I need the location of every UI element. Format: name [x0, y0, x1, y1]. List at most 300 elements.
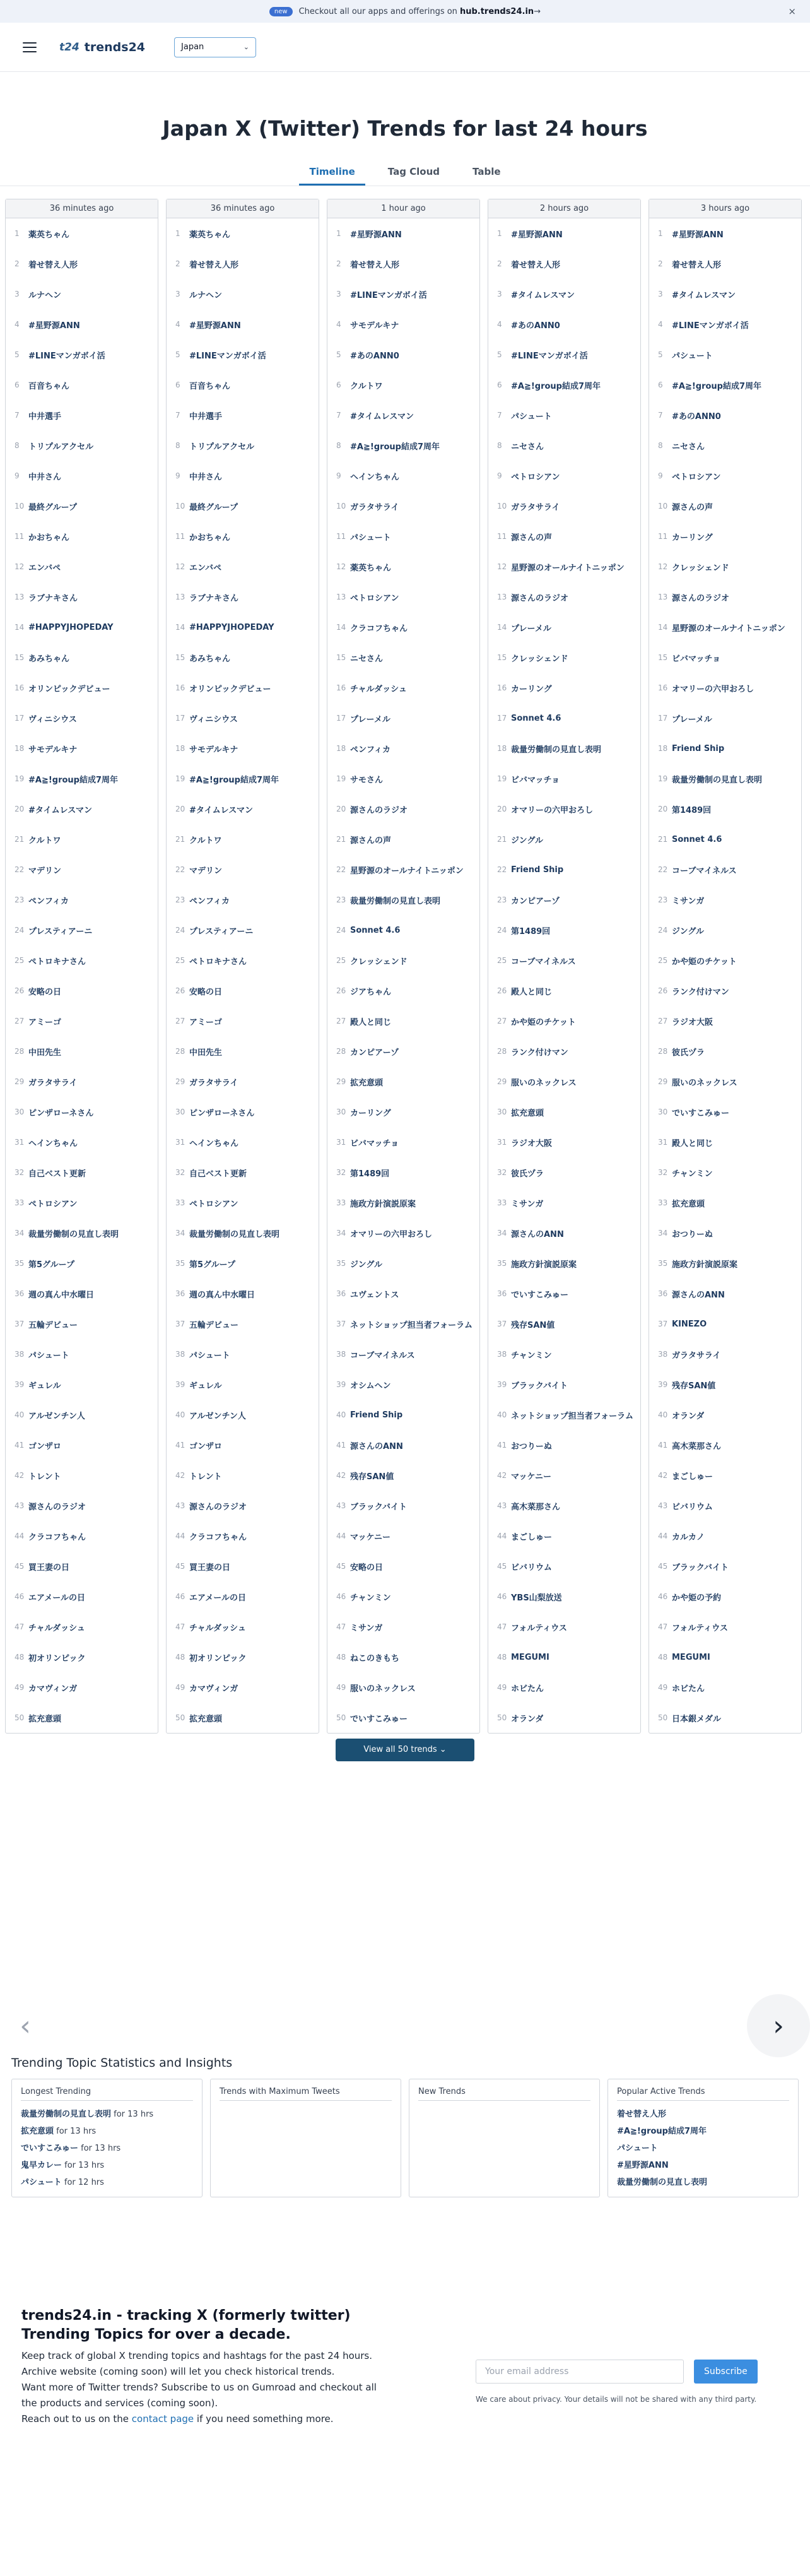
trend-rank: 31 [658, 1138, 668, 1147]
trend-link[interactable]: 初オリンピック [28, 1653, 86, 1663]
trend-link[interactable]: 服いのネックレス [511, 1078, 577, 1088]
trend-link[interactable]: #星野源ANN [189, 321, 241, 331]
trend-link[interactable]: オマリーの六甲おろし [350, 1229, 433, 1239]
trend-link[interactable]: ネットショップ担当者フォーラム [511, 1411, 633, 1421]
trend-link[interactable]: 星野源のオールナイトニッポン [350, 866, 464, 876]
trend-link[interactable]: ブラックバイト [511, 1381, 568, 1391]
trend-link[interactable]: でいすこみゅー [672, 1108, 730, 1118]
trend-link[interactable]: プレスティアーニ [189, 926, 254, 936]
trend-link[interactable]: ゴンザロ [189, 1441, 223, 1451]
trend-link[interactable]: #星野源ANN [350, 230, 402, 240]
trend-link[interactable]: ランク付けマン [511, 1048, 568, 1058]
subscribe-button[interactable]: Subscribe [694, 2360, 758, 2384]
trend-link[interactable]: Sonnet 4.6 [350, 925, 401, 935]
trend-link[interactable]: クルトワ [28, 836, 61, 846]
trend-link[interactable]: ガラタサライ [189, 1078, 238, 1088]
trend-link[interactable]: 安略の日 [189, 987, 223, 997]
trend-link[interactable]: 殿人と同じ [350, 1017, 392, 1027]
trend-link[interactable]: #あのANN0 [511, 321, 560, 331]
trend-link[interactable]: オランダ [511, 1714, 544, 1724]
trend-row [488, 1672, 640, 1703]
trend-link[interactable]: クラコフちゃん [350, 623, 408, 634]
trend-link[interactable]: YBS山梨放送 [511, 1593, 562, 1603]
trend-link[interactable]: #A≧!group結成7周年 [350, 442, 440, 452]
trend-link[interactable]: ラブナキさん [189, 593, 239, 603]
trend-link[interactable]: 残存SAN値 [672, 1381, 716, 1391]
trend-link[interactable]: ねこのきもち [350, 1653, 400, 1663]
trend-link[interactable]: ユヴェントス [350, 1290, 399, 1300]
trend-link[interactable]: ピンザローネさん [28, 1108, 94, 1118]
trend-link[interactable]: 源さんのラジオ [511, 593, 569, 603]
trend-row [649, 1491, 801, 1521]
trend-link[interactable]: アミーゴ [189, 1017, 223, 1027]
trend-link[interactable]: おつりーぬ [511, 1441, 552, 1451]
trend-link[interactable]: 自己ベスト更新 [28, 1169, 86, 1179]
trend-link[interactable]: 彼氏ヅラ [511, 1169, 544, 1179]
trend-link[interactable]: プレーメル [672, 714, 712, 724]
trend-link[interactable]: オマリーの六甲おろし [511, 805, 594, 815]
carousel-prev-icon[interactable]: ‹ [20, 2009, 31, 2042]
trend-link[interactable]: オリンピックデビュー [28, 684, 110, 694]
trend-link[interactable]: コーブマイネルス [511, 957, 576, 967]
trend-link[interactable]: まごしゅー [672, 1472, 713, 1482]
trend-row [649, 1672, 801, 1703]
trend-link[interactable]: クルトワ [189, 836, 222, 846]
trend-link[interactable]: 裁量労働制の見直し表明 [189, 1229, 280, 1239]
trend-link[interactable]: かおちゃん [28, 533, 70, 543]
site-header [0, 23, 810, 72]
trend-link[interactable]: アルゼンチン人 [189, 1411, 246, 1421]
trend-link[interactable]: ペンフィカ [189, 896, 230, 906]
trend-link[interactable]: クルトワ [350, 381, 383, 391]
trend-link[interactable]: 拡充意頭 [350, 1078, 384, 1088]
trend-link[interactable]: サモデルキナ [350, 321, 399, 331]
trend-link[interactable]: ペトロシアン [189, 1199, 238, 1209]
trend-link[interactable]: 第1489回 [511, 926, 551, 936]
trend-link[interactable]: ブラックバイト [672, 1563, 729, 1573]
view-all-button[interactable]: View all 50 trends ⌄ [336, 1739, 474, 1761]
trend-link[interactable]: クラコフちゃん [28, 1532, 86, 1542]
trend-link[interactable]: 第1489回 [350, 1169, 390, 1179]
trend-link[interactable]: ビバリウム [672, 1502, 713, 1512]
trend-link[interactable]: 着せ替え人形 [350, 260, 400, 270]
trend-link[interactable]: 拡充意頭 [28, 1714, 62, 1724]
trend-link[interactable]: あみちゃん [28, 654, 70, 664]
trend-link[interactable]: 源さんの声 [511, 533, 553, 543]
trend-link[interactable]: 施政方針演説原案 [350, 1199, 416, 1209]
trend-link[interactable]: トレント [28, 1472, 61, 1482]
trend-link[interactable]: オマリーの六甲おろし [672, 684, 754, 694]
trend-link[interactable]: #LINEマンガボイ活 [189, 351, 266, 361]
trend-link[interactable]: 施政方針演説原案 [672, 1260, 738, 1270]
trend-link[interactable]: 中井選手 [28, 411, 62, 422]
stat-topic-link[interactable]: パシュート [617, 2144, 658, 2153]
trend-row [327, 1066, 479, 1097]
trend-rank: 34 [15, 1229, 25, 1238]
trend-link[interactable]: パシュート [350, 533, 391, 543]
trend-link[interactable]: マデリン [28, 866, 62, 876]
trend-link[interactable]: #星野源ANN [511, 230, 563, 240]
trend-link[interactable]: カンピアーゾ [511, 896, 560, 906]
trend-link[interactable]: ヴィニシウス [189, 714, 238, 724]
trend-link[interactable]: #タイムレスマン [511, 290, 575, 300]
trend-link[interactable]: #あのANN0 [672, 411, 721, 422]
trend-link[interactable]: でいすこみゅー [350, 1714, 408, 1724]
trend-link[interactable]: ジングル [511, 836, 544, 846]
trend-link[interactable]: ギュレル [28, 1381, 61, 1391]
trend-link[interactable]: ガラタサライ [28, 1078, 78, 1088]
trend-link[interactable]: フォルティウス [511, 1623, 567, 1633]
contact-link[interactable]: contact page [131, 2413, 194, 2425]
trend-link[interactable]: カマヴィンガ [189, 1684, 238, 1694]
banner-link[interactable]: hub.trends24.in [459, 6, 534, 16]
trend-link[interactable]: マッケニー [350, 1532, 390, 1542]
trend-link[interactable]: かや姫のチケット [672, 957, 737, 967]
trend-link[interactable]: 第5グループ [28, 1260, 75, 1270]
trend-link[interactable]: ギュレル [189, 1381, 222, 1391]
trend-link[interactable]: パシュート [511, 411, 552, 422]
trend-link[interactable]: カンピアーゾ [350, 1048, 399, 1058]
trend-link[interactable]: #LINEマンガボイ活 [672, 321, 749, 331]
tab-timeline[interactable]: Timeline [299, 166, 365, 186]
trend-link[interactable]: ラジオ大阪 [672, 1017, 713, 1027]
trend-link[interactable]: ヘインちゃん [28, 1138, 78, 1149]
trend-link[interactable]: 五輪デビュー [28, 1320, 78, 1330]
trend-link[interactable]: 服いのネックレス [672, 1078, 737, 1088]
trend-link[interactable]: 源さんの声 [350, 836, 392, 846]
trend-row [649, 673, 801, 703]
trend-link[interactable]: オシムヘン [350, 1381, 391, 1391]
trend-link[interactable]: ルナヘン [189, 290, 223, 300]
trend-link[interactable]: 源さんのラジオ [350, 805, 408, 815]
trend-link[interactable]: カマヴィンガ [28, 1684, 78, 1694]
trend-link[interactable]: #星野源ANN [672, 230, 724, 240]
trend-link[interactable]: 施政方針演説原案 [511, 1260, 577, 1270]
trend-link[interactable]: クラコフちゃん [189, 1532, 247, 1542]
trend-link[interactable]: 高木菜那さん [511, 1502, 561, 1512]
trend-link[interactable]: ペトロシアン [511, 472, 560, 482]
trend-link[interactable]: ネットショップ担当者フォーラム [350, 1320, 472, 1330]
trend-link[interactable]: #A≧!group結成7周年 [28, 775, 119, 785]
trend-link[interactable]: Friend Ship [511, 865, 564, 875]
carousel-next-icon[interactable]: › [747, 1994, 810, 2057]
trend-link[interactable]: #LINEマンガボイ活 [511, 351, 588, 361]
trend-link[interactable]: かや姫の予約 [672, 1593, 722, 1603]
trend-rank: 49 [15, 1683, 25, 1692]
trend-link[interactable]: Sonnet 4.6 [511, 713, 561, 723]
trend-link[interactable]: Sonnet 4.6 [672, 834, 722, 844]
trend-link[interactable]: ガラタサライ [350, 502, 399, 512]
trend-link[interactable]: ガラタサライ [672, 1350, 721, 1361]
trend-link[interactable]: ペンフィカ [350, 745, 390, 755]
trend-link[interactable]: 源さんのANN [350, 1441, 403, 1451]
trend-link[interactable]: 週の真ん中水曜日 [28, 1290, 95, 1300]
trend-link[interactable]: ジングル [350, 1260, 383, 1270]
trend-link[interactable]: 高木菜那さん [672, 1441, 722, 1451]
stat-topic-link[interactable]: 裁量労働制の見直し表明 [21, 2110, 112, 2119]
trend-link[interactable]: かおちゃん [189, 533, 231, 543]
trend-link[interactable]: パシュート [189, 1350, 230, 1361]
trend-link[interactable]: エアメールの日 [28, 1593, 85, 1603]
trend-link[interactable]: ビバリウム [511, 1563, 552, 1573]
trend-link[interactable]: まごしゅー [511, 1532, 553, 1542]
trend-link[interactable]: 拡充意頭 [511, 1108, 544, 1118]
trend-rank: 43 [658, 1501, 668, 1510]
trend-row [167, 218, 319, 249]
trend-link[interactable]: 源さんのラジオ [672, 593, 730, 603]
trend-link[interactable]: あみちゃん [189, 654, 231, 664]
stat-topic-link[interactable]: 着せ替え人形 [617, 2110, 667, 2119]
trend-link[interactable]: 初オリンピック [189, 1653, 247, 1663]
trend-link[interactable]: クレッシェンド [350, 957, 408, 967]
trend-link[interactable]: 源さんの声 [672, 502, 713, 512]
trend-link[interactable]: 残存SAN値 [350, 1472, 394, 1482]
trend-link[interactable]: コーブマイネルス [672, 866, 737, 876]
trend-link[interactable]: ヘインちゃん [189, 1138, 239, 1149]
email-input[interactable]: Your email address [476, 2360, 684, 2384]
trend-link[interactable]: 殿人と同じ [511, 987, 553, 997]
trend-row [327, 1036, 479, 1066]
trend-link[interactable]: 中田先生 [189, 1048, 223, 1058]
trend-link[interactable]: チャンミン [511, 1350, 552, 1361]
stat-topic-link[interactable]: #A≧!group結成7周年 [617, 2127, 707, 2136]
trend-link[interactable]: カルカノ [672, 1532, 705, 1542]
trend-rank: 3 [658, 290, 663, 298]
trend-link[interactable]: ランク付けマン [672, 987, 729, 997]
trend-link[interactable]: 星野源のオールナイトニッポン [511, 563, 625, 573]
stat-topic-link[interactable]: 裁量労働制の見直し表明 [617, 2178, 708, 2187]
trend-link[interactable]: ホビたん [672, 1684, 705, 1694]
trend-link[interactable]: #タイムレスマン [672, 290, 736, 300]
trend-link[interactable]: カーリング [672, 533, 713, 543]
trend-link[interactable]: ビバマッチョ [350, 1138, 399, 1149]
trend-link[interactable]: 着せ替え人形 [28, 260, 78, 270]
trend-link[interactable]: ラブナキさん [28, 593, 78, 603]
trend-link[interactable]: ペンフィカ [28, 896, 69, 906]
trend-link[interactable]: プレーメル [350, 714, 390, 724]
trend-rank: 3 [497, 290, 502, 298]
trend-link[interactable]: 薬英ちゃん [189, 230, 231, 240]
trend-link[interactable]: 最終グループ [189, 502, 238, 512]
trend-link[interactable]: 買王妻の日 [28, 1563, 70, 1573]
trend-link[interactable]: トリプルアクセル [28, 442, 94, 452]
trend-link[interactable]: 殿人と同じ [672, 1138, 713, 1149]
trend-link[interactable]: ミサンガ [511, 1199, 544, 1209]
trend-link[interactable]: 百音ちゃん [28, 381, 70, 391]
trend-link[interactable]: ミサンガ [350, 1623, 383, 1633]
trend-link[interactable]: チャンミン [350, 1593, 391, 1603]
trend-link[interactable]: #A≧!group結成7周年 [511, 381, 601, 391]
trend-link[interactable]: 週の真ん中水曜日 [189, 1290, 255, 1300]
trend-link[interactable]: MEGUMI [672, 1652, 710, 1662]
trend-link[interactable]: 源さんのANN [511, 1229, 564, 1239]
tab-tag-cloud[interactable]: Tag Cloud [387, 166, 440, 177]
trend-link[interactable]: ニセさん [350, 654, 384, 664]
trend-link[interactable]: 薬英ちゃん [350, 563, 392, 573]
trend-link[interactable]: クレッシェンド [511, 654, 568, 664]
trend-rank: 15 [175, 653, 185, 662]
trend-link[interactable]: アミーゴ [28, 1017, 62, 1027]
trend-link[interactable]: #あのANN0 [350, 351, 399, 361]
trend-link[interactable]: 裁量労働制の見直し表明 [350, 896, 441, 906]
trend-link[interactable]: 残存SAN値 [511, 1320, 555, 1330]
trend-link[interactable]: プレスティアーニ [28, 926, 93, 936]
trend-link[interactable]: トリプルアクセル [189, 442, 255, 452]
trend-link[interactable]: 着せ替え人形 [189, 260, 239, 270]
trend-link[interactable]: 自己ベスト更新 [189, 1169, 247, 1179]
trend-link[interactable]: ルナヘン [28, 290, 62, 300]
trend-link[interactable]: ペトロキナさん [189, 957, 247, 967]
trend-link[interactable]: ビバマッチョ [672, 654, 721, 664]
trend-link[interactable]: サモデルキナ [28, 745, 78, 755]
tab-table[interactable]: Table [472, 166, 501, 177]
trend-link[interactable]: 五輪デビュー [189, 1320, 239, 1330]
trend-link[interactable]: カーリング [511, 684, 552, 694]
trend-link[interactable]: マッケニー [511, 1472, 551, 1482]
trend-rank: 15 [336, 653, 346, 662]
trend-link[interactable]: 服いのネックレス [350, 1684, 416, 1694]
trend-link[interactable]: 裁量労働制の見直し表明 [511, 745, 602, 755]
trend-row [6, 1006, 158, 1036]
trend-link[interactable]: 拡充意頭 [189, 1714, 223, 1724]
trend-rank: 18 [497, 744, 507, 753]
trend-link[interactable]: #タイムレスマン [350, 411, 414, 422]
trend-link[interactable]: #A≧!group結成7周年 [672, 381, 762, 391]
trend-link[interactable]: トレント [189, 1472, 222, 1482]
trend-link[interactable]: #HAPPYJHOPEDAY [28, 622, 114, 632]
trend-link[interactable]: チャルダッシュ [189, 1623, 246, 1633]
trend-link[interactable]: マデリン [189, 866, 223, 876]
trend-link[interactable]: ペトロシアン [350, 593, 399, 603]
trend-link[interactable]: チャルダッシュ [28, 1623, 85, 1633]
trend-link[interactable]: オリンピックデビュー [189, 684, 271, 694]
trend-link[interactable]: ジングル [672, 926, 705, 936]
trend-link[interactable]: チャンミン [672, 1169, 713, 1179]
trend-link[interactable]: ホビたん [511, 1684, 544, 1694]
trend-link[interactable]: プレーメル [511, 623, 551, 634]
trend-link[interactable]: 第1489回 [672, 805, 712, 815]
trend-link[interactable]: 中井選手 [189, 411, 223, 422]
trend-link[interactable]: ブラックバイト [350, 1502, 407, 1512]
trend-link[interactable]: Friend Ship [672, 743, 725, 753]
stat-topic-link[interactable]: パシュート [21, 2178, 62, 2187]
trend-link[interactable]: 着せ替え人形 [672, 260, 722, 270]
trend-row [488, 1460, 640, 1491]
trend-link[interactable]: #タイムレスマン [28, 805, 92, 815]
trend-link[interactable]: コーブマイネルス [350, 1350, 415, 1361]
trend-link[interactable]: 百音ちゃん [189, 381, 231, 391]
trend-link[interactable]: 星野源のオールナイトニッポン [672, 623, 785, 634]
trend-link[interactable]: 第5グループ [189, 1260, 236, 1270]
trend-link[interactable]: サモデルキナ [189, 745, 238, 755]
trend-link[interactable]: 拡充意頭 [672, 1199, 705, 1209]
trend-link[interactable]: ピンザローネさん [189, 1108, 255, 1118]
trend-link[interactable]: 源さんのラジオ [28, 1502, 86, 1512]
trend-link[interactable]: ビバマッチョ [511, 775, 560, 785]
trend-link[interactable]: サモさん [350, 775, 384, 785]
trend-link[interactable]: 中田先生 [28, 1048, 62, 1058]
trend-row [327, 1642, 479, 1672]
trend-row [167, 1097, 319, 1127]
trend-link[interactable]: #タイムレスマン [189, 805, 253, 815]
trend-link[interactable]: 最終グループ [28, 502, 77, 512]
trend-link[interactable]: ヘインちゃん [350, 472, 400, 482]
menu-icon[interactable] [23, 42, 37, 52]
trend-link[interactable]: #LINEマンガボイ活 [28, 351, 105, 361]
trend-link[interactable]: オランダ [672, 1411, 705, 1421]
trend-link[interactable]: 裁量労働制の見直し表明 [672, 775, 763, 785]
close-icon[interactable]: × [788, 6, 796, 17]
stat-topic-link[interactable]: #星野源ANN [617, 2161, 669, 2170]
trend-link[interactable]: 彼氏ヅラ [672, 1048, 705, 1058]
trend-link[interactable]: カーリング [350, 1108, 391, 1118]
stat-topic-link[interactable]: でいすこみゅー [21, 2144, 79, 2153]
trend-link[interactable]: エンバペ [189, 563, 222, 573]
trend-row [649, 1400, 801, 1430]
trend-rank: 44 [336, 1532, 346, 1540]
trend-link[interactable]: ペトロシアン [28, 1199, 78, 1209]
trend-link[interactable]: 着せ替え人形 [511, 260, 561, 270]
trend-link[interactable]: ペトロシアン [672, 472, 721, 482]
trend-link[interactable]: 買王妻の日 [189, 1563, 231, 1573]
trend-link[interactable]: エンバペ [28, 563, 61, 573]
stat-topic-link[interactable]: 拡充意頭 [21, 2127, 54, 2136]
trend-link[interactable]: チャルダッシュ [350, 684, 407, 694]
trend-rank: 7 [336, 411, 341, 420]
trend-link[interactable]: フォルティウス [672, 1623, 728, 1633]
trend-link[interactable]: #星野源ANN [28, 321, 80, 331]
trend-link[interactable]: ガラタサライ [511, 502, 560, 512]
trend-link[interactable]: 源さんのラジオ [189, 1502, 247, 1512]
trend-link[interactable]: #LINEマンガボイ活 [350, 290, 427, 300]
trend-link[interactable]: パシュート [28, 1350, 69, 1361]
trend-link[interactable]: 安略の日 [350, 1563, 384, 1573]
trend-link[interactable]: クレッシェンド [672, 563, 729, 573]
trend-link[interactable]: 薬英ちゃん [28, 230, 70, 240]
trend-link[interactable]: ニセさん [511, 442, 544, 452]
logo-text[interactable]: trends24 [84, 40, 146, 54]
trend-link[interactable]: 源さんのANN [672, 1290, 725, 1300]
trend-link[interactable]: パシュート [672, 351, 713, 361]
trend-rank: 23 [175, 895, 185, 904]
trend-link[interactable]: #HAPPYJHOPEDAY [189, 622, 274, 632]
trend-link[interactable]: 安略の日 [28, 987, 62, 997]
trend-link[interactable]: 中井さん [28, 472, 62, 482]
trend-link[interactable]: ヴィニシウス [28, 714, 77, 724]
trend-link[interactable]: 日本銀メダル [672, 1714, 722, 1724]
trend-link[interactable]: ミサンガ [672, 896, 705, 906]
trend-link[interactable]: 裁量労働制の見直し表明 [28, 1229, 119, 1239]
trend-link[interactable]: KINEZO [672, 1319, 707, 1329]
trend-link[interactable]: ラジオ大阪 [511, 1138, 553, 1149]
trend-link[interactable]: ペトロキナさん [28, 957, 86, 967]
trend-link[interactable]: ジアちゃん [350, 987, 392, 997]
trend-link[interactable]: でいすこみゅー [511, 1290, 569, 1300]
trend-link[interactable]: 中井さん [189, 472, 223, 482]
trend-link[interactable]: エアメールの日 [189, 1593, 246, 1603]
trend-link[interactable]: おつりーぬ [672, 1229, 713, 1239]
country-select[interactable] [174, 37, 256, 57]
trend-link[interactable]: ゴンザロ [28, 1441, 62, 1451]
trend-link[interactable]: ニセさん [672, 442, 705, 452]
trend-link[interactable]: アルゼンチン人 [28, 1411, 85, 1421]
stat-topic-link[interactable]: 鬼早カレー [21, 2161, 62, 2170]
trend-link[interactable]: Friend Ship [350, 1410, 403, 1420]
trend-link[interactable]: MEGUMI [511, 1652, 549, 1662]
trend-link[interactable]: かや姫のチケット [511, 1017, 576, 1027]
logo-icon[interactable]: t24 [59, 40, 79, 54]
trend-link[interactable]: #A≧!group結成7周年 [189, 775, 279, 785]
